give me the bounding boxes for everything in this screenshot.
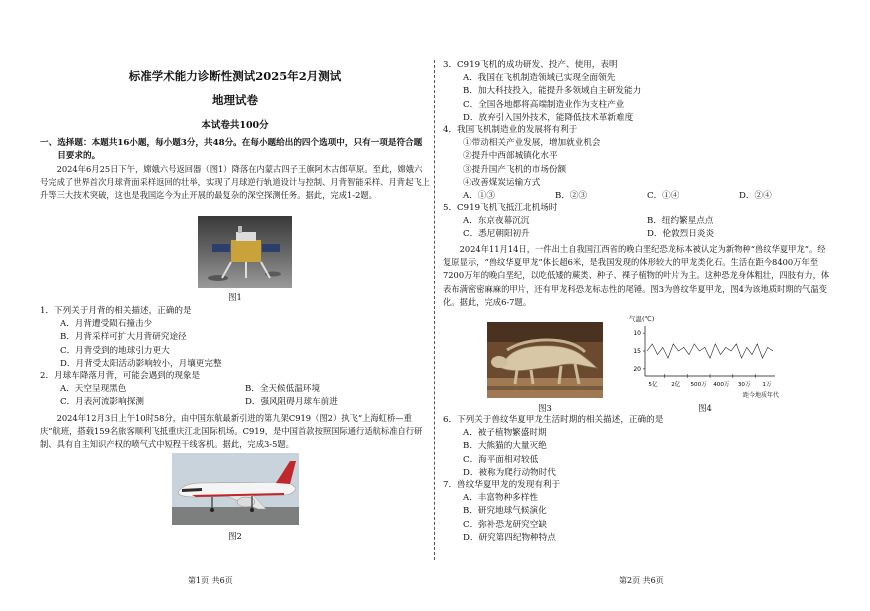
question-5-option-a: A．东京夜幕沉沉 <box>463 216 530 227</box>
question-2-stem: 2．月球车降落月背，可能会遇到的现象是 <box>40 371 201 381</box>
chart-xtick-label: 500万 <box>690 382 707 388</box>
chart-ytick-label: 10 <box>633 330 641 338</box>
question-6 <box>443 414 831 480</box>
question-1-option-b: B．月背采样可扩大月背研究途径 <box>60 332 187 343</box>
question-3-option-d: D．放弃引入国外技术，能降低技术革新难度 <box>463 112 634 123</box>
chart-xtick-label: 400万 <box>713 382 730 388</box>
temperature-chart-svg <box>629 314 779 404</box>
page-footer-left: 第1页 共6页 <box>188 576 233 585</box>
question-2-option-d: D．强风阻碍月球车前进 <box>245 397 338 408</box>
question-6-option-c: C．海平面相对较低 <box>463 454 539 465</box>
question-6-option-d: D．被称为爬行动物时代 <box>463 467 556 478</box>
score-note: 本试卷共100分 <box>201 120 269 131</box>
question-5-stem: 5．C919飞机飞抵江北机场时 <box>443 203 558 213</box>
question-3-option-b: B．加大科技投入，能提升多领域自主研发能力 <box>463 86 642 97</box>
question-4-item-3: ③提升国产飞机的市场份额 <box>463 164 567 175</box>
question-2-option-c: C．月表河流影响探测 <box>60 397 144 408</box>
chart-xtick-label: 1万 <box>762 382 772 388</box>
figure-2-caption: 图2 <box>228 531 242 541</box>
question-6-option-b: B．大熊猫的大量灭绝 <box>463 441 547 452</box>
page-divider <box>434 60 435 560</box>
question-7-stem: 7．兽纹华夏甲龙的发现有利于 <box>443 480 561 490</box>
figure-3-fossil-image <box>487 322 603 398</box>
chart-xtick-label: 30万 <box>737 382 751 388</box>
question-3-option-c: C．全国各地都将高端制造业作为支柱产业 <box>463 99 625 110</box>
question-5-option-d: D．伦敦烈日炎炎 <box>647 229 715 240</box>
chart-xlabel: 距今地质年代 <box>742 392 779 399</box>
question-4-option-b: B．②③ <box>555 191 588 202</box>
question-4-item-2: ②提升中西部城镇化水平 <box>463 151 558 162</box>
question-7-option-c: C．弥补恐龙研究空缺 <box>463 519 547 530</box>
figure-4-caption: 图4 <box>698 403 712 413</box>
question-2-option-a: A．天空呈现黑色 <box>60 384 127 395</box>
chart-xtick-label: 2亿 <box>671 382 681 388</box>
question-1-option-c: C．月背受到的地球引力更大 <box>60 345 170 356</box>
question-7-option-a: A．丰富物种多样性 <box>463 493 538 504</box>
passage-1: 2024年6月25日下午，嫦娥六号返回器（图1）降落在内蒙古四子王旗阿木古郎草原。至此，嫦娥六号完成了世界首次月球背面采样返回的壮举，实现了月球逆行轨道设计与控制、月背智能采样、月背起飞上升等三大技术突破，这也是我国迄今为止开展的最复杂的深空探测任务。据此，完成1-2题。 <box>40 164 430 201</box>
question-2-option-b: B．全天候低温环境 <box>245 384 321 395</box>
chart-ytick-label: 20 <box>633 365 641 373</box>
passage-2: 2024年12月3日上午10时58分，由中国东航最新引进的第九架C919（图2）执飞“上海虹桥—重庆”航班，搭载159名旅客顺利飞抵重庆江北国际机场。C919，是中国首款按照国际通行适航标准自行研制、具有自主知识产权的喷气式中短程干线客机。据此，完成3-5题。 <box>40 413 423 450</box>
chart-temperature-line <box>647 344 773 358</box>
question-4 <box>443 124 831 203</box>
figure-2-aircraft-image <box>172 453 299 525</box>
question-5-option-b: B．纽约繁星点点 <box>647 216 714 227</box>
question-5-option-c: C．悉尼朝阳初升 <box>463 229 530 240</box>
page-footer-right: 第2页 共6页 <box>619 576 664 585</box>
subject-title: 地理试卷 <box>212 93 258 107</box>
figure-3-caption: 图3 <box>538 403 552 413</box>
page-left <box>40 0 430 611</box>
question-3-stem: 3．C919飞机的成功研发、投产、使用，表明 <box>443 60 618 70</box>
question-5 <box>443 202 831 242</box>
figure-1-caption: 图1 <box>228 292 242 302</box>
passage-3: 2024年11月14日，一件出土自我国江西省的晚白垩纪恐龙标本被认定为新物种“兽纹华夏甲龙”。经复原显示，“兽纹华夏甲龙”体长超6米，是我国发现的体形较大的甲龙类化石。生活在距今8400万年至7200万年的晚白垩纪，以吃低矮的蕨类、种子、裸子植物的叶片为主。这种恐龙身体粗壮，四肢有力，体表布满密密麻麻的甲片，还有甲龙科恐龙标志性的尾锤。图3为兽纹华夏甲龙，图4为该地质时期的气温变化。据此，完成6-7题。 <box>443 244 830 307</box>
question-4-option-d: D．②④ <box>739 191 772 202</box>
question-3-option-a: A．我国在飞机制造领域已实现全面领先 <box>463 73 616 84</box>
chart-xtick-label: 5亿 <box>648 382 658 388</box>
section-heading: 一、选择题：本题共16小题，每小题3分，共48分。在每小题给出的四个选项中，只有一项是符合题目要求的。 <box>40 138 423 162</box>
question-4-option-a: A．①③ <box>463 191 495 202</box>
question-1-option-a: A．月背遭受陨石撞击少 <box>60 319 153 330</box>
question-2 <box>40 370 430 410</box>
question-4-option-c: C．①④ <box>647 191 680 202</box>
question-1-option-d: D．月背受太阳活动影响较小，月壤更完整 <box>60 358 222 369</box>
chart-ytick-label: 15 <box>633 348 641 355</box>
page-right <box>443 0 831 611</box>
exam-title: 标准学术能力诊断性测试2025年2月测试 <box>128 69 342 83</box>
question-7-option-b: B．研究地球气候演化 <box>463 506 547 517</box>
chart-ylabel: 气温(℃) <box>629 315 655 323</box>
figure-4-temperature-chart <box>629 314 779 404</box>
question-1-stem: 1．下列关于月背的相关描述，正确的是 <box>40 306 192 316</box>
question-7-option-d: D．研究第四纪物种特点 <box>463 532 556 543</box>
question-4-item-4: ④改善煤炭运输方式 <box>463 177 541 188</box>
question-4-item-1: ①带动相关产业发展，增加就业机会 <box>463 138 601 149</box>
question-6-stem: 6．下列关于兽纹华夏甲龙生活时期的相关描述，正确的是 <box>443 415 664 425</box>
question-1 <box>40 305 430 371</box>
question-4-stem: 4．我国飞机制造业的发展将有利于 <box>443 125 578 135</box>
figure-1-lander-image <box>198 216 292 288</box>
question-7 <box>443 479 831 545</box>
question-6-option-a: A．被子植物繁盛时期 <box>463 428 547 439</box>
question-3 <box>443 59 831 125</box>
